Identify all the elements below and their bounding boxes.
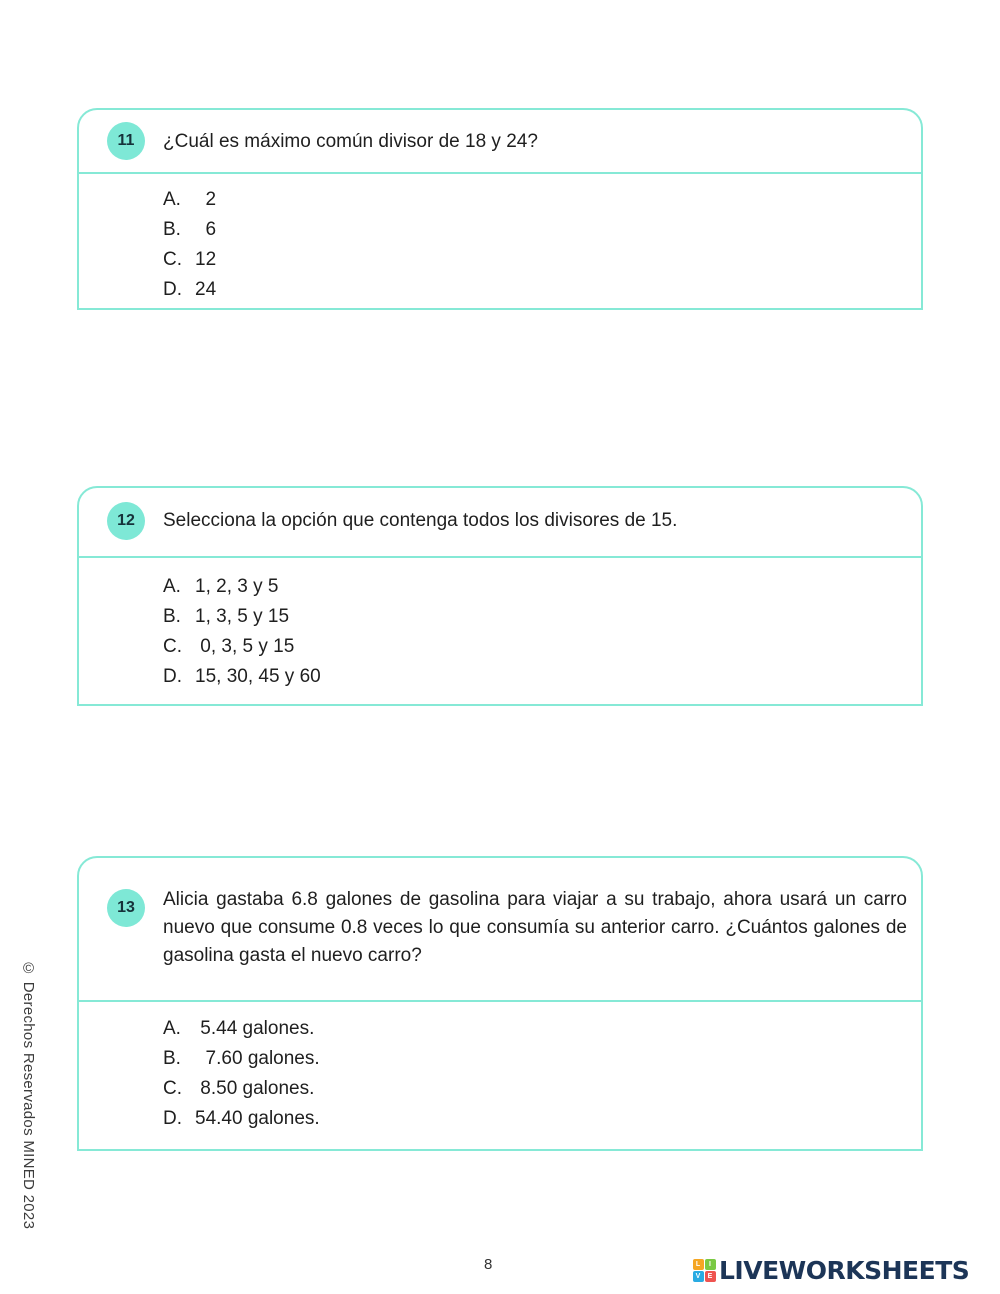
option-value: 2 (195, 189, 217, 210)
page-number: 8 (484, 1256, 493, 1273)
question-text: ¿Cuál es máximo común divisor de 18 y 24? (163, 131, 538, 152)
option-value: 8.50 galones. (195, 1078, 315, 1099)
liveworksheets-brand[interactable] (692, 1256, 969, 1285)
option-letter: B. (163, 606, 181, 627)
option-letter: D. (163, 279, 182, 300)
question-number-badge: 11 (107, 122, 145, 160)
question-card-13 (77, 856, 923, 1151)
option-value: 15, 30, 45 y 60 (195, 666, 321, 687)
answer-option-c[interactable] (163, 632, 321, 662)
answer-options (163, 572, 321, 692)
answer-option-c[interactable] (163, 245, 216, 275)
option-value: 12 (195, 249, 217, 270)
option-value: 6 (195, 219, 217, 240)
option-letter: D. (163, 1108, 182, 1129)
option-letter: A. (163, 189, 181, 210)
question-number-badge: 12 (107, 502, 145, 540)
answer-option-d[interactable] (163, 662, 321, 692)
answer-option-c[interactable] (163, 1074, 320, 1104)
answer-option-b[interactable] (163, 602, 321, 632)
answer-option-a[interactable] (163, 572, 321, 602)
option-letter: C. (163, 636, 182, 657)
option-letter: B. (163, 1048, 181, 1069)
answer-option-a[interactable] (163, 1014, 320, 1044)
question-text: Selecciona la opción que contenga todos los divisores de 15. (163, 510, 678, 531)
answer-options (163, 185, 216, 305)
option-letter: D. (163, 666, 182, 687)
option-value: 1, 2, 3 y 5 (195, 576, 279, 597)
answer-options (163, 1014, 320, 1134)
option-letter: A. (163, 576, 181, 597)
brand-name: LIVEWORKSHEETS (719, 1256, 970, 1285)
question-header (79, 858, 921, 1002)
option-letter: B. (163, 219, 181, 240)
question-number-badge: 13 (107, 889, 145, 927)
copyright-notice: © Derechos Reservados MINED 2023 (20, 960, 37, 1230)
question-header (79, 110, 921, 174)
logo-tile: V (693, 1271, 704, 1282)
option-value: 54.40 galones. (195, 1108, 320, 1129)
answer-option-b[interactable] (163, 215, 216, 245)
question-card-11 (77, 108, 923, 310)
option-value: 5.44 galones. (195, 1018, 315, 1039)
answer-option-a[interactable] (163, 185, 216, 215)
option-letter: C. (163, 1078, 182, 1099)
logo-tile: E (705, 1271, 716, 1282)
logo-tile: I (705, 1259, 716, 1270)
option-value: 0, 3, 5 y 15 (195, 636, 295, 657)
liveworksheets-logo-icon (692, 1259, 716, 1283)
answer-option-d[interactable] (163, 1104, 320, 1134)
logo-tile: L (693, 1259, 704, 1270)
option-value: 7.60 galones. (195, 1048, 320, 1069)
question-text: Alicia gastaba 6.8 galones de gasolina para viajar a su trabajo, ahora usará un carro nuevo que consume 0.8 veces lo que consumía su anterior carro. ¿Cuántos galones de gasolina gasta el nuevo carro? (163, 889, 907, 966)
question-header (79, 488, 921, 558)
question-card-12 (77, 486, 923, 706)
option-value: 1, 3, 5 y 15 (195, 606, 290, 627)
option-letter: A. (163, 1018, 181, 1039)
answer-option-b[interactable] (163, 1044, 320, 1074)
option-letter: C. (163, 249, 182, 270)
answer-option-d[interactable] (163, 275, 216, 305)
option-value: 24 (195, 279, 217, 300)
